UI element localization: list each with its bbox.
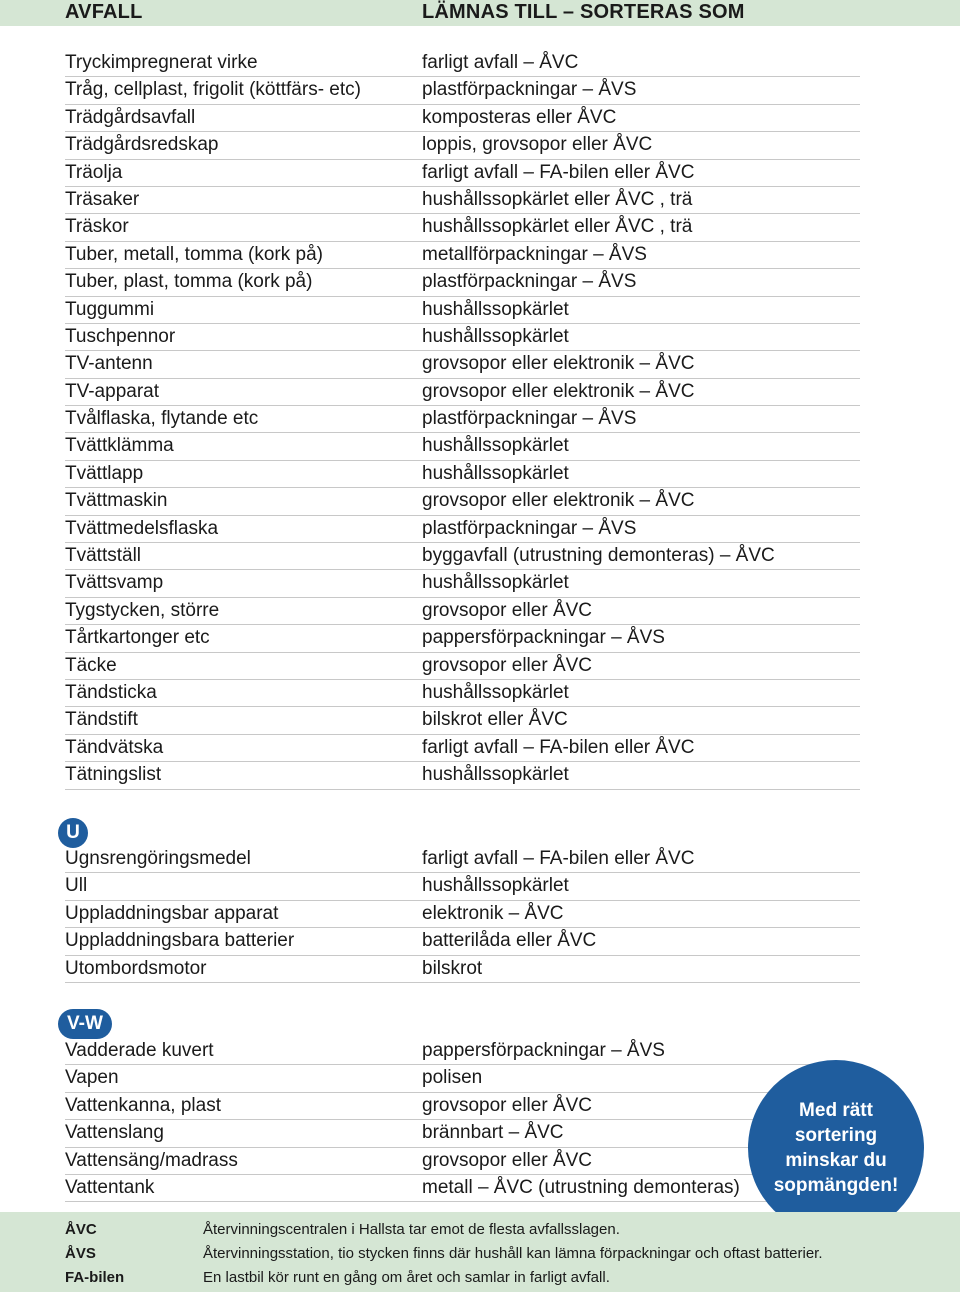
waste-item: Trädgårdsredskap xyxy=(65,134,219,156)
disposal-destination: hushållssopkärlet xyxy=(422,681,569,703)
waste-item: Tändsticka xyxy=(65,681,157,703)
waste-item: Trädgårdsavfall xyxy=(65,106,196,128)
table-row xyxy=(0,297,860,324)
waste-item: Täcke xyxy=(65,654,117,676)
table-row xyxy=(0,433,860,460)
disposal-destination: grovsopor eller elektronik – ÅVC xyxy=(422,353,695,375)
waste-item: Träskor xyxy=(65,216,129,238)
table-row xyxy=(0,735,860,762)
table-row xyxy=(0,1038,860,1065)
table-row xyxy=(0,625,860,652)
disposal-destination: hushållssopkärlet eller ÅVC , trä xyxy=(422,188,693,210)
waste-item: Tvättmaskin xyxy=(65,490,168,512)
legend-abbr: ÅVS xyxy=(65,1245,96,1262)
disposal-destination: grovsopor eller ÅVC xyxy=(422,1149,593,1171)
table-row xyxy=(0,1120,860,1147)
table-row xyxy=(0,214,860,241)
table-row xyxy=(0,707,860,734)
waste-item: Utombordsmotor xyxy=(65,957,207,979)
disposal-destination: hushållssopkärlet xyxy=(422,298,569,320)
waste-item: Ull xyxy=(65,875,88,897)
disposal-destination: hushållssopkärlet xyxy=(422,435,569,457)
disposal-destination: metallförpackningar – ÅVS xyxy=(422,243,647,265)
table-row xyxy=(0,516,860,543)
waste-item: Träolja xyxy=(65,161,123,183)
table-row xyxy=(0,928,860,955)
waste-item: Vadderade kuvert xyxy=(65,1040,214,1061)
callout-text: Med rätt sortering minskar du sopmängden! xyxy=(773,1100,899,1196)
waste-item: Tygstycken, större xyxy=(65,599,220,621)
table-row xyxy=(0,653,860,680)
table-header xyxy=(0,0,960,26)
disposal-destination: bilskrot xyxy=(422,957,483,979)
disposal-destination: grovsopor eller ÅVC xyxy=(422,1094,593,1116)
legend-abbr: ÅVC xyxy=(65,1221,97,1238)
table-row xyxy=(0,873,860,900)
disposal-destination: farligt avfall – FA-bilen eller ÅVC xyxy=(422,161,695,183)
table-row xyxy=(0,379,860,406)
legend-desc: Återvinningsstation, tio stycken finns där hushåll kan lämna förpackningar och oftast batterier. xyxy=(203,1245,823,1262)
waste-item: Tryckimpregnerat virke xyxy=(65,52,258,73)
disposal-destination: byggavfall (utrustning demonteras) – ÅVC xyxy=(422,545,775,567)
disposal-destination: plastförpackningar – ÅVS xyxy=(422,79,637,101)
disposal-destination: loppis, grovsopor eller ÅVC xyxy=(422,134,653,156)
disposal-destination: grovsopor eller ÅVC xyxy=(422,599,593,621)
header-lamnas-till: LÄMNAS TILL – SORTERAS SOM xyxy=(422,1,745,23)
disposal-destination: pappersförpackningar – ÅVS xyxy=(422,1040,665,1061)
section-badge-vw: V-W xyxy=(58,1009,112,1039)
table-row xyxy=(0,269,860,296)
table-row xyxy=(0,132,860,159)
disposal-destination: elektronik – ÅVC xyxy=(422,902,564,924)
section-t xyxy=(0,50,960,790)
disposal-destination: hushållssopkärlet xyxy=(422,875,569,897)
waste-item: Tvättställ xyxy=(65,545,142,567)
waste-item: Tändstift xyxy=(65,709,138,731)
table-row xyxy=(0,956,860,983)
waste-item: Vapen xyxy=(65,1067,119,1089)
waste-item: Ugnsrengöringsmedel xyxy=(65,848,251,869)
section-u xyxy=(0,846,960,983)
disposal-destination: metall – ÅVC (utrustning demonteras) xyxy=(422,1176,740,1198)
table-row xyxy=(0,1175,860,1202)
disposal-destination: hushållssopkärlet xyxy=(422,764,569,786)
waste-item: Vattensäng/madrass xyxy=(65,1149,238,1171)
section-badge-u: U xyxy=(58,818,88,848)
waste-item: Tändvätska xyxy=(65,736,164,758)
waste-item: TV-antenn xyxy=(65,353,153,375)
table-row xyxy=(0,351,860,378)
waste-item: Tårtkartonger etc xyxy=(65,627,210,649)
disposal-destination: bilskrot eller ÅVC xyxy=(422,709,568,731)
disposal-destination: grovsopor eller ÅVC xyxy=(422,654,593,676)
table-row xyxy=(0,406,860,433)
waste-item: TV-apparat xyxy=(65,380,159,402)
waste-item: Vattenkanna, plast xyxy=(65,1094,221,1116)
waste-item: Tuber, plast, tomma (kork på) xyxy=(65,271,313,293)
disposal-destination: polisen xyxy=(422,1067,483,1089)
waste-item: Tvättlapp xyxy=(65,462,144,484)
table-row xyxy=(0,1093,860,1120)
table-row xyxy=(0,242,860,269)
table-row xyxy=(0,77,860,104)
disposal-destination: hushållssopkärlet xyxy=(422,325,569,347)
table-row xyxy=(0,50,860,77)
disposal-destination: hushållssopkärlet eller ÅVC , trä xyxy=(422,216,693,238)
table-row xyxy=(0,1148,860,1175)
table-row xyxy=(0,846,860,873)
disposal-destination: pappersförpackningar – ÅVS xyxy=(422,627,665,649)
legend-footer xyxy=(0,1212,960,1292)
waste-item: Tvättklämma xyxy=(65,435,174,457)
disposal-destination: batterilåda eller ÅVC xyxy=(422,930,597,952)
waste-item: Vattenslang xyxy=(65,1122,164,1144)
table-row xyxy=(0,543,860,570)
table-row xyxy=(0,105,860,132)
disposal-destination: farligt avfall – FA-bilen eller ÅVC xyxy=(422,848,695,869)
table-row xyxy=(0,488,860,515)
disposal-destination: grovsopor eller elektronik – ÅVC xyxy=(422,380,695,402)
waste-item: Tråg, cellplast, frigolit (köttfärs- etc) xyxy=(65,79,361,101)
header-avfall: AVFALL xyxy=(65,1,143,23)
legend-desc: En lastbil kör runt en gång om året och samlar in farligt avfall. xyxy=(203,1269,610,1286)
legend-row-avs xyxy=(0,1242,960,1266)
waste-item: Tuber, metall, tomma (kork på) xyxy=(65,243,323,265)
disposal-destination: brännbart – ÅVC xyxy=(422,1122,564,1144)
table-row xyxy=(0,570,860,597)
legend-abbr: FA-bilen xyxy=(65,1269,125,1286)
waste-item: Tuggummi xyxy=(65,298,155,320)
table-row xyxy=(0,762,860,789)
waste-item: Uppladdningsbar apparat xyxy=(65,902,279,924)
waste-item: Vattentank xyxy=(65,1176,155,1198)
table-row xyxy=(0,461,860,488)
waste-item: Tvättsvamp xyxy=(65,572,164,594)
waste-item: Tvättmedelsflaska xyxy=(65,517,219,539)
waste-item: Tvålflaska, flytande etc xyxy=(65,408,259,430)
disposal-destination: komposteras eller ÅVC xyxy=(422,106,617,128)
legend-desc: Återvinningscentralen i Hallsta tar emot de flesta avfallsslagen. xyxy=(203,1221,620,1238)
disposal-destination: farligt avfall – FA-bilen eller ÅVC xyxy=(422,736,695,758)
table-row xyxy=(0,160,860,187)
table-row xyxy=(0,598,860,625)
table-row xyxy=(0,901,860,928)
table-row xyxy=(0,324,860,351)
waste-item: Tätningslist xyxy=(65,764,162,786)
legend-row-avc xyxy=(0,1218,960,1242)
table-row xyxy=(0,187,860,214)
disposal-destination: hushållssopkärlet xyxy=(422,462,569,484)
legend-row-fa-bilen xyxy=(0,1266,960,1290)
disposal-destination: plastförpackningar – ÅVS xyxy=(422,517,637,539)
table-row xyxy=(0,680,860,707)
waste-item: Uppladdningsbara batterier xyxy=(65,930,295,952)
disposal-destination: grovsopor eller elektronik – ÅVC xyxy=(422,490,695,512)
callout-badge xyxy=(748,1060,924,1236)
disposal-destination: plastförpackningar – ÅVS xyxy=(422,408,637,430)
disposal-destination: hushållssopkärlet xyxy=(422,572,569,594)
waste-item: Tuschpennor xyxy=(65,325,176,347)
disposal-destination: farligt avfall – ÅVC xyxy=(422,52,579,73)
disposal-destination: plastförpackningar – ÅVS xyxy=(422,271,637,293)
table-row xyxy=(0,1065,860,1092)
waste-item: Träsaker xyxy=(65,188,140,210)
